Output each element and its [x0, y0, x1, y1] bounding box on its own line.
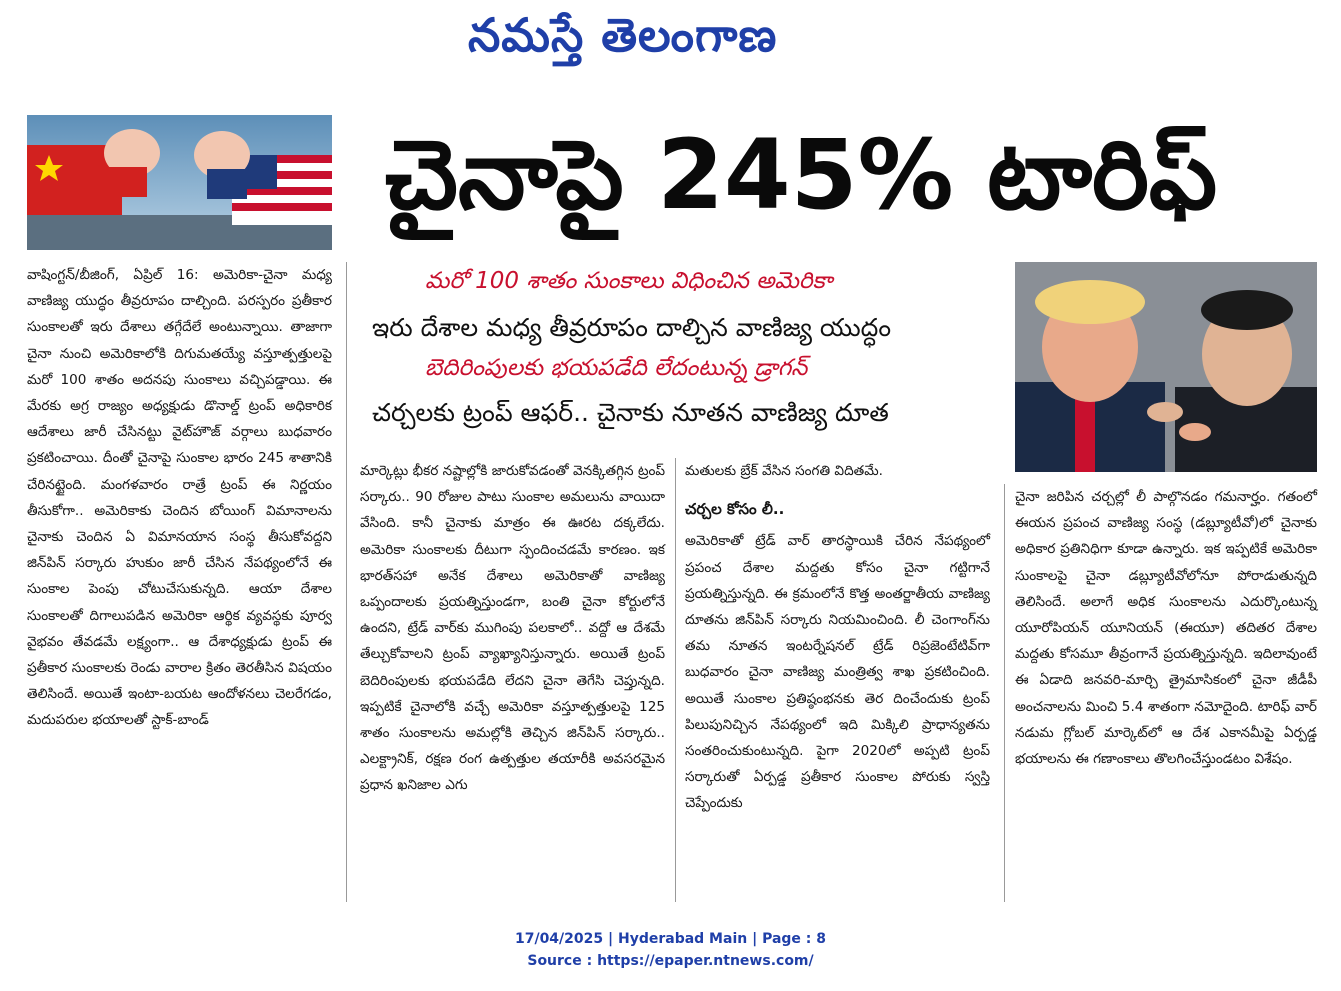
fists-illustration: [27, 115, 332, 250]
column-divider: [346, 262, 347, 902]
subhead-1: మరో 100 శాతం సుంకాలు విధించిన అమెరికా: [425, 268, 833, 294]
column-divider: [675, 458, 676, 902]
article-column-2: [360, 458, 665, 799]
section-heading: చర్చల కోసం లీ..: [685, 500, 785, 519]
leaders-photo: [1015, 262, 1317, 472]
masthead-logo: నమస్తే తెలంగాణ: [468, 8, 778, 62]
column-divider: [1004, 484, 1005, 902]
subhead-4: చర్చలకు ట్రంప్ ఆఫర్.. చైనాకు నూతన వాణిజ్య దూత: [372, 398, 889, 427]
column-3-text: అమెరికాతో ట్రేడ్ వార్ తారస్థాయికి చేరిన నేపథ్యంలో ప్రపంచ దేశాల మద్దతు కోసం చైనా గట్టిగానే ప్రయత్నిస్తున్నది. ఈ క్రమంలోనే కొత్త అంతర్జాతీయ వాణిజ్య దూతను జిన్‌పిన్ సర్కారు నియమించింది. లీ చెంగాంగ్‌ను తమ నూతన ఇంటర్నేషనల్ ట్రేడ్ రిప్రజెంటేటివ్‌గా బుధవారం చైనా వాణిజ్య మంత్రిత్వ శాఖ ప్రకటించింది. అయితే సుంకాల ప్రతిష్ఠంభనకు తెర దించేందుకు ట్రంప్ పిలుపునిచ్చిన నేపథ్యంలో ఇది మిక్కిలి ప్రాధాన్యతను సంతరించుకుంటున్నది. పైగా 2020లో అప్పటి ట్రంప్ సర్కారుతో ఏర్పడ్డ ప్రతీకార సుంకాల పోరుకు స్వస్తి చెప్పేందుకు: [685, 533, 990, 812]
article-column-4: [1015, 484, 1317, 772]
article-column-1: [27, 262, 332, 734]
subhead-3: బెదిరింపులకు భయపడేది లేదంటున్న డ్రాగన్: [425, 355, 808, 381]
column-2-text: మార్కెట్లు భీకర నష్టాల్లోకి జారుకోవడంతో వెనక్కితగ్గిన ట్రంప్ సర్కారు.. 90 రోజుల పాటు సుంకాల అమలును వాయిదా వేసింది. కానీ చైనాకు మాత్రం ఈ ఊరట దక్కలేదు. అమెరికా సుంకాలకు దీటుగా స్పందించడమే కారణం. ఇక భారత్‌సహా అనేక దేశాలు అమెరికాతో వాణిజ్య ఒప్పందాలకు ప్రయత్నిస్తుండగా, బంతి చైనా కోర్టులోనే ఉందని, ట్రేడ్ వార్‌కు ముగింపు పలకాలో.. వద్దో ఆ దేశమే తేల్చుకోవాలని ట్రంప్ వ్యాఖ్యానిస్తున్నారు. అయితే ట్రంప్ బెదిరింపులకు భయపడేది లేదని చైనా తెగేసి చెప్తున్నది. ఇప్పటికే చైనాలోకి వచ్చే అమెరికా వస్తూత్పత్తులపై 125 శాతం సుంకాలను అమల్లోకి తెచ్చిన జిన్‌పిన్ సర్కారు.. ఎలక్ట్రానిక్, రక్షణ రంగ ఉత్పత్తుల తయారీకి అవసరమైన ప్రధాన ఖనిజాల ఎగు: [360, 463, 665, 794]
main-headline: చైనాపై 245% టారిఫ్: [385, 119, 1218, 231]
footer-source: Source : https://epaper.ntnews.com/: [527, 953, 814, 969]
column-3-intro: మతులకు బ్రేక్ వేసిన సంగతి విదితమే.: [685, 463, 883, 479]
column-1-text: వాషింగ్టన్/బీజింగ్, ఏప్రిల్ 16: అమెరికా-చైనా మధ్య వాణిజ్య యుద్ధం తీవ్రరూపం దాల్చింది. పరస్పరం ప్రతీకార సుంకాలతో ఇరు దేశాలు తగ్గేదేలే అంటున్నాయి. తాజాగా చైనా నుంచి అమెరికాలోకి దిగుమతయ్యే వస్తూత్పత్తులపై మరో 100 శాతం అదనపు సుంకాలు వచ్చిపడ్డాయి. ఈ మేరకు అగ్ర రాజ్యం అధ్యక్షుడు డొనాల్డ్ ట్రంప్ అధికారిక ఆదేశాలు జారీ చేసినట్టు వైట్‌హౌజ్ వర్గాలు బుధవారం ప్రకటించాయి. దీంతో చైనాపై సుంకాల భారం 245 శాతానికి చేరినట్టైంది. మంగళవారం రాత్రే ట్రంప్ ఈ నిర్ణయం తీసుకోగా.. అమెరికాకు చెందిన బోయింగ్ విమానాలను చైనాకు చెందిన ఏ విమానయాన సంస్థ తీసుకోవద్దని జిన్‌పిన్ సర్కారు హుకుం జారీ చేసిన నేపథ్యంలోనే ఈ సుంకాల పెంపు చోటుచేసుకున్నది. ఆయా దేశాల సుంకాలతో దిగాలుపడిన అమెరికా ఆర్థిక వ్యవస్థకు పూర్వ వైభవం తేవడమే లక్ష్యంగా.. ఆ దేశాధ్యక్షుడు ట్రంప్ ఈ ప్రతీకార సుంకాలకు రెండు వారాల క్రితం తెరతీసిన విషయం తెలిసిందే. అయితే ఇంటా-బయట ఆందోళనలు చెలరేగడం, మదుపరుల భయాలతో స్టాక్-బాండ్: [27, 267, 332, 729]
footer-date-edition: 17/04/2025 | Hyderabad Main | Page : 8: [514, 931, 827, 947]
subhead-2: ఇరు దేశాల మధ్య తీవ్రరూపం దాల్చిన వాణిజ్య యుద్ధం: [372, 313, 892, 342]
article-column-3: [685, 458, 990, 817]
column-4-text: చైనా జరిపిన చర్చల్లో లీ పాల్గొనడం గమనార్హం. గతంలో ఈయన ప్రపంచ వాణిజ్య సంస్థ (డబ్ల్యూటీవో)లో చైనాకు అధికార ప్రతినిధిగా కూడా ఉన్నారు. ఇక ఇప్పటికే అమెరికా సుంకాలపై చైనా డబ్ల్యూటీవోలోనూ పోరాడుతున్నది తెలిసిందే. అలాగే అధిక సుంకాలను ఎదుర్కొంటున్న యూరోపియన్ యూనియన్ (ఈయూ) తదితర దేశాల మద్దతు కోసమూ తీవ్రంగానే ప్రయత్నిస్తున్నది. ఇదిలావుంటే ఈ ఏడాది జనవరి-మార్చి త్రైమాసికంలో చైనా జీడీపీ అంచనాలను మించి 5.4 శాతంగా నమోదైంది. టారిఫ్ వార్ నడుమ గ్లోబల్ మార్కెట్‌లో ఆ దేశ ఎకానమీపై ఏర్పడ్డ భయాలను ఈ గణాంకాలు తొలగించేస్తుండటం విశేషం.: [1015, 489, 1317, 768]
